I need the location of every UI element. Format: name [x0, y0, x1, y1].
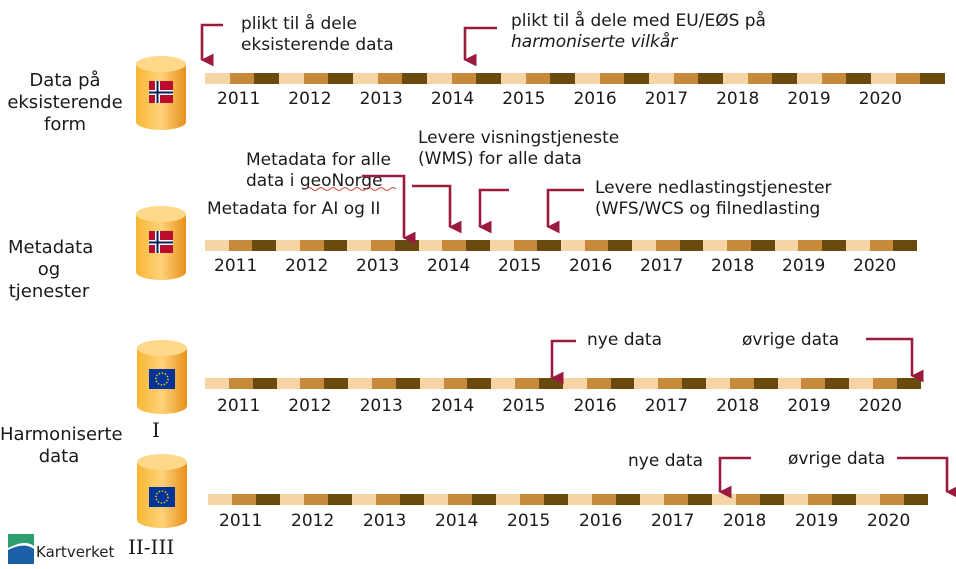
row-label-existing-data: Data på eksisterende form [7, 70, 123, 135]
year-label: 2016 [573, 396, 617, 416]
kartverket-logo-text: Kartverket [36, 543, 115, 561]
year-label: 2011 [217, 396, 261, 416]
arrow [202, 25, 223, 60]
year-label: 2015 [498, 256, 542, 276]
year-label: 2016 [569, 256, 613, 276]
annotation-new-data: nye data [587, 330, 662, 350]
year-label: 2018 [723, 511, 767, 531]
year-label: 2017 [640, 256, 684, 276]
year-label: 2019 [795, 511, 839, 531]
year-label: 2013 [356, 256, 400, 276]
year-label: 2019 [787, 396, 831, 416]
year-label: 2012 [291, 511, 335, 531]
arrow [362, 176, 404, 238]
arrow [412, 186, 450, 227]
year-label: 2020 [858, 396, 902, 416]
year-label: 2012 [285, 256, 329, 276]
row-label-metadata: Metadata og tjenester [8, 237, 94, 302]
annotation-metadata-ai-ii: Metadata for AI og II [207, 199, 381, 219]
year-label: 2016 [579, 511, 623, 531]
year-label: 2011 [219, 511, 263, 531]
annotation-metadata-all: Metadata for alle data i geoNorge [246, 150, 392, 191]
year-label: 2011 [214, 256, 258, 276]
annotation-share-existing: plikt til å dele eksisterende data [241, 14, 394, 55]
annotation-download-services: Levere nedlastingstjenester (WFS/WCS og filnedlasting [595, 178, 832, 219]
arrow [720, 458, 751, 492]
year-label: 2012 [288, 396, 332, 416]
year-label: 2011 [217, 89, 261, 109]
year-label: 2013 [363, 511, 407, 531]
year-label: 2016 [573, 89, 617, 109]
year-label: 2014 [430, 396, 475, 416]
arrow [480, 190, 509, 227]
year-label: 2015 [502, 89, 546, 109]
year-label: 2017 [644, 89, 689, 109]
year-label: 2015 [502, 396, 546, 416]
year-label: 2019 [782, 256, 826, 276]
annotation-wms: Levere visningstjeneste (WMS) for alle data [418, 128, 620, 169]
year-label: 2013 [359, 89, 403, 109]
year-label: 2020 [858, 89, 902, 109]
year-label: 2019 [787, 89, 831, 109]
annotation-other-data: øvrige data [788, 449, 886, 469]
annotation-new-data: nye data [628, 451, 703, 471]
year-label: 2015 [507, 511, 551, 531]
year-label: 2014 [430, 89, 475, 109]
year-label: 2017 [644, 396, 689, 416]
harmonized-level-2: II-III [128, 535, 175, 559]
arrow [897, 458, 947, 492]
year-label: 2014 [427, 256, 471, 276]
year-label: 2018 [716, 89, 760, 109]
arrow [548, 190, 584, 227]
row-label-harmonized: Harmoniserte data [0, 424, 123, 467]
year-label: 2018 [716, 396, 760, 416]
annotation-other-data: øvrige data [742, 330, 840, 350]
year-label: 2012 [288, 89, 332, 109]
arrow [465, 28, 497, 60]
year-label: 2017 [651, 511, 695, 531]
kartverket-logo-icon [8, 534, 34, 564]
year-label: 2018 [711, 256, 755, 276]
year-label: 2020 [867, 511, 911, 531]
arrow [866, 339, 912, 376]
year-label: 2014 [435, 511, 479, 531]
harmonized-level-1: I [152, 418, 160, 442]
arrow [552, 341, 576, 378]
year-label: 2013 [359, 396, 403, 416]
year-label: 2020 [853, 256, 897, 276]
annotation-share-eu: plikt til å dele med EU/EØS på harmoniserte vilkår [511, 11, 766, 52]
